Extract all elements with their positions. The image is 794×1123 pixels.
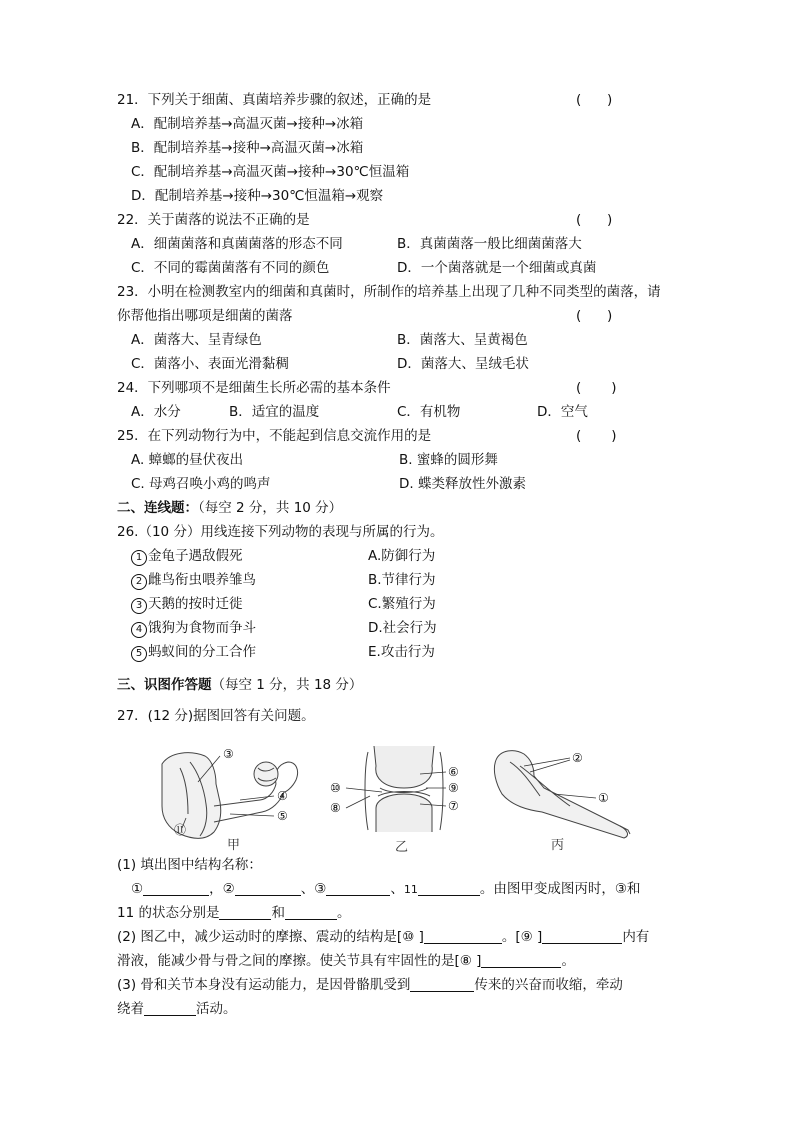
q26-left-text: 金龟子遇敌假死: [148, 548, 243, 564]
q21-stem: 21．下列关于细菌、真菌培养步骤的叙述，正确的是: [117, 92, 432, 108]
figure-caption-bing: 丙: [551, 838, 565, 853]
q26-right-item[interactable]: E.攻击行为: [368, 644, 435, 660]
fig-yi-label-8: ⑧: [330, 801, 341, 815]
answer-blank-10[interactable]: [424, 929, 502, 944]
q21-option-a: A．配制培养基→高温灭菌→接种→冰箱: [131, 116, 364, 132]
q27-p2-text-a: (2) 图乙中，减少运动时的摩擦、震动的结构是[: [117, 929, 403, 945]
number-badge: 2: [131, 574, 147, 590]
q26-left-item[interactable]: [131, 547, 243, 566]
number-badge: 1: [131, 550, 147, 566]
fig-jia-label-11: ⑪: [174, 823, 187, 837]
section2-heading: [117, 499, 342, 517]
figure-caption-jia: 甲: [227, 838, 241, 853]
answer-blank-1[interactable]: [143, 881, 209, 896]
q27-p1-tail: 。由图甲变成图丙时，③和: [479, 881, 641, 897]
q27-p1-circle-2: ②: [222, 881, 235, 897]
q27-part2-line2: 滑液，能减少骨与骨之间的摩擦。使关节具有牢固性的是[⑧ ] 。: [117, 953, 575, 969]
q27-p3-text-a: (3) 骨和关节本身没有运动能力，是因骨骼肌受到: [117, 977, 411, 993]
answer-blank-nerve[interactable]: [410, 977, 474, 992]
q27-part1-line2: [117, 904, 350, 922]
q25-option-c: C. 母鸡召唤小鸡的鸣声: [131, 476, 271, 492]
q25-option-a: A. 蟑螂的昼伏夜出: [131, 452, 244, 468]
q22-stem: 22．关于菌落的说法不正确的是: [117, 212, 310, 228]
q26-right-item[interactable]: A.防御行为: [368, 548, 436, 564]
q25-answer-paren[interactable]: ( ): [576, 428, 617, 444]
q27-p3-line2-b: 活动。: [196, 1001, 237, 1017]
answer-blank-8[interactable]: [481, 953, 561, 968]
answer-blank-3[interactable]: [326, 881, 390, 896]
q22-option-a: A．细菌菌落和真菌菌落的形态不同: [131, 236, 343, 252]
q22-option-c: C．不同的霉菌菌落有不同的颜色: [131, 260, 330, 276]
q27-p2-line2-end: 。: [561, 953, 575, 969]
figure-bing-arm: [494, 751, 630, 838]
q25-stem: 25．在下列动物行为中，不能起到信息交流作用的是: [117, 428, 432, 444]
q22-option-d: D．一个菌落就是一个细菌或真菌: [397, 260, 597, 276]
answer-blank-2[interactable]: [235, 881, 301, 896]
fig-yi-label-10: ⑩: [330, 781, 341, 795]
figure-yi-joint: [365, 746, 443, 832]
q24-option-c: C．有机物: [397, 404, 461, 420]
q27-p1-number-11: 11: [403, 883, 418, 896]
q27-stem: 27．(12 分)据图回答有关问题。: [117, 708, 315, 724]
q26-right-item[interactable]: B.节律行为: [368, 572, 436, 588]
q27-p3-text-b: 传来的兴奋而收缩，牵动: [474, 977, 623, 993]
q27-part3-line2: [117, 1000, 237, 1018]
section3-title: 三、识图作答题: [117, 677, 212, 693]
q26-stem: 26.（10 分）用线连接下列动物的表现与所属的行为。: [117, 524, 444, 540]
section2-score: （每空 2 分，共 10 分）: [198, 500, 343, 516]
q24-stem: 24．下列哪项不是细菌生长所必需的基本条件: [117, 380, 391, 396]
q22-option-b: B．真菌菌落一般比细菌菌落大: [397, 236, 582, 252]
q26-right-item[interactable]: C.繁殖行为: [368, 596, 436, 612]
fig-jia-label-5: ⑤: [277, 809, 288, 823]
answer-blank-joint[interactable]: [144, 1001, 196, 1016]
q27-p1-circle-1: ①: [131, 881, 144, 897]
fig-bing-label-2: ②: [572, 751, 583, 765]
q22-answer-paren[interactable]: ( ): [576, 212, 613, 228]
q26-left-text: 饿狗为食物而争斗: [148, 620, 256, 636]
q24-option-d: D．空气: [537, 404, 588, 420]
q27-part1-title: (1) 填出图中结构名称：: [117, 857, 262, 873]
q27-p3-line2-a: 绕着: [117, 1001, 144, 1017]
fig-yi-label-6: ⑥: [448, 765, 459, 779]
q23-option-c: C．菌落小、表面光滑黏稠: [131, 356, 289, 372]
q23-option-d: D．菌落大、呈绒毛状: [397, 356, 529, 372]
q21-answer-paren[interactable]: ( ): [576, 92, 613, 108]
q26-left-text: 蚂蚁间的分工合作: [148, 644, 256, 660]
q23-stem-line1: 23．小明在检测教室内的细菌和真菌时，所制作的培养基上出现了几种不同类型的菌落，请: [117, 284, 661, 300]
q27-part2-line1: (2) 图乙中，减少运动时的摩擦、震动的结构是[⑩ ] 。[⑨ ] 内有: [117, 929, 650, 945]
q26-left-text: 天鹅的按时迁徙: [148, 596, 243, 612]
q23-option-b: B．菌落大、呈黄褐色: [397, 332, 528, 348]
fig-yi-label-9: ⑨: [448, 781, 459, 795]
fig-jia-label-4: ④: [277, 789, 288, 803]
answer-blank-state-3[interactable]: [219, 905, 271, 920]
q27-p2-text-c: 内有: [622, 929, 650, 945]
q27-p1-circle-3: ③: [314, 881, 327, 897]
q27-p2-num-8: ⑧: [459, 953, 472, 969]
q26-left-item[interactable]: [131, 619, 256, 638]
q26-left-text: 雌鸟衔虫喂养雏鸟: [148, 572, 256, 588]
q21-option-c: C．配制培养基→高温灭菌→接种→30℃恒温箱: [131, 164, 410, 180]
number-badge: 3: [131, 598, 147, 614]
q25-option-b: B. 蜜蜂的圆形舞: [399, 452, 498, 468]
q23-option-a: A．菌落大、呈青绿色: [131, 332, 262, 348]
q26-left-item[interactable]: [131, 643, 256, 662]
q25-option-d: D. 蝶类释放性外激素: [399, 476, 526, 492]
number-badge: 4: [131, 622, 147, 638]
q21-option-b: B．配制培养基→接种→高温灭菌→冰箱: [131, 140, 364, 156]
q26-left-item[interactable]: [131, 571, 256, 590]
q27-p1-and: 和: [271, 905, 285, 921]
q27-p2-line2-text: 滑液，能减少骨与骨之间的摩擦。使关节具有牢固性的是[: [117, 953, 460, 969]
q27-p1-line2-text: 11 的状态分别是: [117, 905, 220, 921]
q27-p2-num-10: ⑩: [402, 929, 415, 945]
q24-option-a: A．水分: [131, 404, 181, 420]
q24-option-b: B．适宜的温度: [229, 404, 320, 420]
q23-stem-line2: 你帮他指出哪项是细菌的菌落: [117, 308, 293, 324]
q26-right-item[interactable]: D.社会行为: [368, 620, 437, 636]
q23-answer-paren[interactable]: ( ): [576, 308, 613, 324]
q27-p2-num-9: ⑨: [520, 929, 533, 945]
number-badge: 5: [131, 646, 147, 662]
q27-part1-line1: ① ，② 、③ 、11 。由图甲变成图丙时，③和: [131, 881, 641, 897]
answer-blank-state-11[interactable]: [285, 905, 337, 920]
answer-blank-11[interactable]: [418, 881, 480, 896]
section3-heading: [117, 676, 362, 694]
fig-jia-label-3: ③: [223, 747, 234, 761]
answer-blank-9[interactable]: [542, 929, 622, 944]
section3-score: （每空 1 分，共 18 分）: [211, 677, 363, 693]
q27-p1-end: 。: [336, 905, 351, 921]
q26-left-item[interactable]: [131, 595, 243, 614]
q27-part3-line1: [117, 976, 623, 994]
q27-p2-text-b: 。[: [501, 929, 521, 945]
fig-yi-label-7: ⑦: [448, 799, 459, 813]
section2-title: 二、连线题：: [117, 500, 198, 516]
fig-bing-label-1: ①: [598, 791, 609, 805]
q24-answer-paren[interactable]: ( ): [576, 380, 617, 396]
figure-caption-yi: 乙: [395, 840, 409, 855]
q21-option-d: D．配制培养基→接种→30℃恒温箱→观察: [131, 188, 384, 204]
